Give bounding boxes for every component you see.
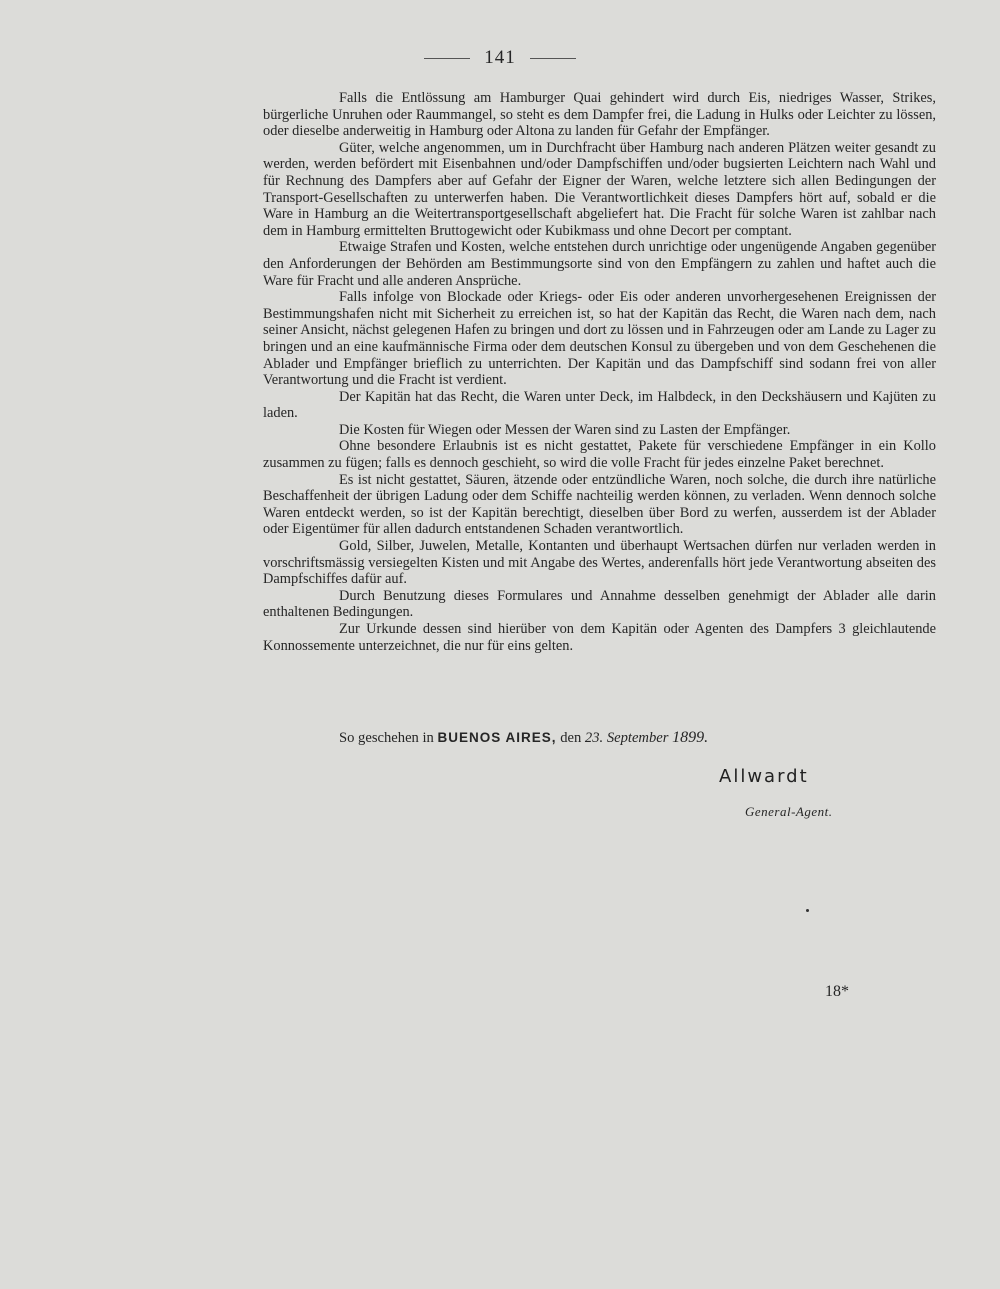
paragraph: Der Kapitän hat das Recht, die Waren unter Deck, im Halbdeck, in den Deckshäusern und Kajüten zu laden.	[263, 388, 936, 422]
paragraph: Die Kosten für Wiegen oder Messen der Waren sind zu Lasten der Empfänger.	[339, 421, 791, 438]
signature-name: Allwardt	[719, 766, 809, 787]
place-prefix: So geschehen in	[339, 730, 434, 746]
city-name: BUENOS AIRES,	[437, 730, 557, 745]
page-header	[0, 47, 1000, 69]
signature-title: General-Agent.	[745, 804, 833, 819]
paragraph: Durch Benutzung dieses Formulares und Annahme desselben genehmigt der Ablader alle darin enthaltenen Bedingungen.	[263, 587, 936, 621]
body-text	[263, 90, 936, 654]
page-number: 141	[484, 47, 516, 68]
paragraph: Falls die Entlössung am Hamburger Quai gehindert wird durch Eis, niedriges Wasser, Strikes, bürgerliche Unruhen oder Raummangel, so steht es dem Dampfer frei, die Ladung in Hulks oder Leichter zu lössen, oder dieselbe anderweitig in Hamburg oder Altona zu landen für Gefahr der Empfänger.	[263, 90, 936, 140]
paragraph: Gold, Silber, Juwelen, Metalle, Kontanten und überhaupt Wertsachen dürfen nur verladen werden in vorschriftsmässig versiegelten Kisten und mit Angabe des Wertes, anderenfalls hört jede Verantwortung abseiten des Dampfschiffes dafür auf.	[263, 538, 936, 588]
ink-speck	[806, 909, 809, 912]
paragraph: Zur Urkunde dessen sind hierüber von dem Kapitän oder Agenten des Dampfers 3 gleichlautende Konnossemente unterzeichnet, die nur für eins gelten.	[263, 621, 936, 654]
paragraph: Falls infolge von Blockade oder Kriegs- oder Eis oder anderen unvorhergesehenen Ereignissen der Bestimmungshafen nicht mit Sicherheit zu erreichen ist, so hat der Kapitän das Recht, die Waren nach dem, nach seiner Ansicht, nächst gelegenen Hafen zu bringen und dort zu lössen und in Fahrzeugen oder am Lande zu Lager zu bringen und an eine kaufmännische Firma oder dem deutschen Konsul zu übergeben und von dem Geschehenen die Ablader und Empfänger brieflich zu unterrichten. Der Kapitän und das Dampfschiff sind sodann frei von aller Verantwortung und die Fracht ist verdient.	[263, 289, 936, 389]
paragraph: Güter, welche angenommen, um in Durchfracht über Hamburg nach anderen Plätzen weiter gesandt zu werden, werden befördert mit Eisenbahnen und/oder Dampfschiffen und/oder bugsierten Leichtern nach Wahl und für Rechnung des Dampfers aber auf Gefahr der Eigner der Waren, welche letztere sich allen Bedingungen der Transport-Gesellschaften zu unterwerfen haben. Die Verantwortlichkeit dieses Dampfers hört auf, sobald er die Ware in Hamburg an die Weitertransportgesellschaft abgeliefert hat. Die Fracht für solche Waren ist zahlbar nach dem in Hamburg ermittelten Bruttogewicht oder Kubikmass und ohne Decort per comptant.	[263, 139, 936, 239]
paragraph: Ohne besondere Erlaubnis ist es nicht gestattet, Pakete für verschiedene Empfänger in ein Kollo zusammen zu fügen; falls es dennoch geschieht, so wird die volle Fracht für jedes einzelne Paket berechnet.	[263, 438, 936, 472]
header-rule-left	[424, 58, 470, 59]
footer-signature-mark: 18*	[825, 983, 849, 1000]
paragraph: Etwaige Strafen und Kosten, welche entstehen durch unrichtige oder ungenügende Angaben gegenüber den Anforderungen der Behörden am Bestimmungsorte sind von den Empfängern zu zahlen und haftet auch die Ware für Fracht und alle anderen Ansprüche.	[263, 239, 936, 289]
paragraph: Es ist nicht gestattet, Säuren, ätzende oder entzündliche Waren, noch solche, die durch ihre natürliche Beschaffenheit der übrigen Ladung oder dem Schiffe nachteilig werden können, zu verladen. Wenn dennoch solche Waren entdeckt werden, so ist der Kapitän berechtigt, dieselben über Bord zu werfen, ausserdem ist der Ablader oder Eigentümer für allen dadurch entstandenen Schaden verantwortlich.	[263, 471, 936, 538]
header-rule-right	[530, 58, 576, 59]
den-word: den	[560, 730, 582, 746]
year-text: 1899.	[672, 729, 709, 746]
date-text: 23. September	[584, 730, 669, 746]
place-date-line	[339, 729, 899, 747]
